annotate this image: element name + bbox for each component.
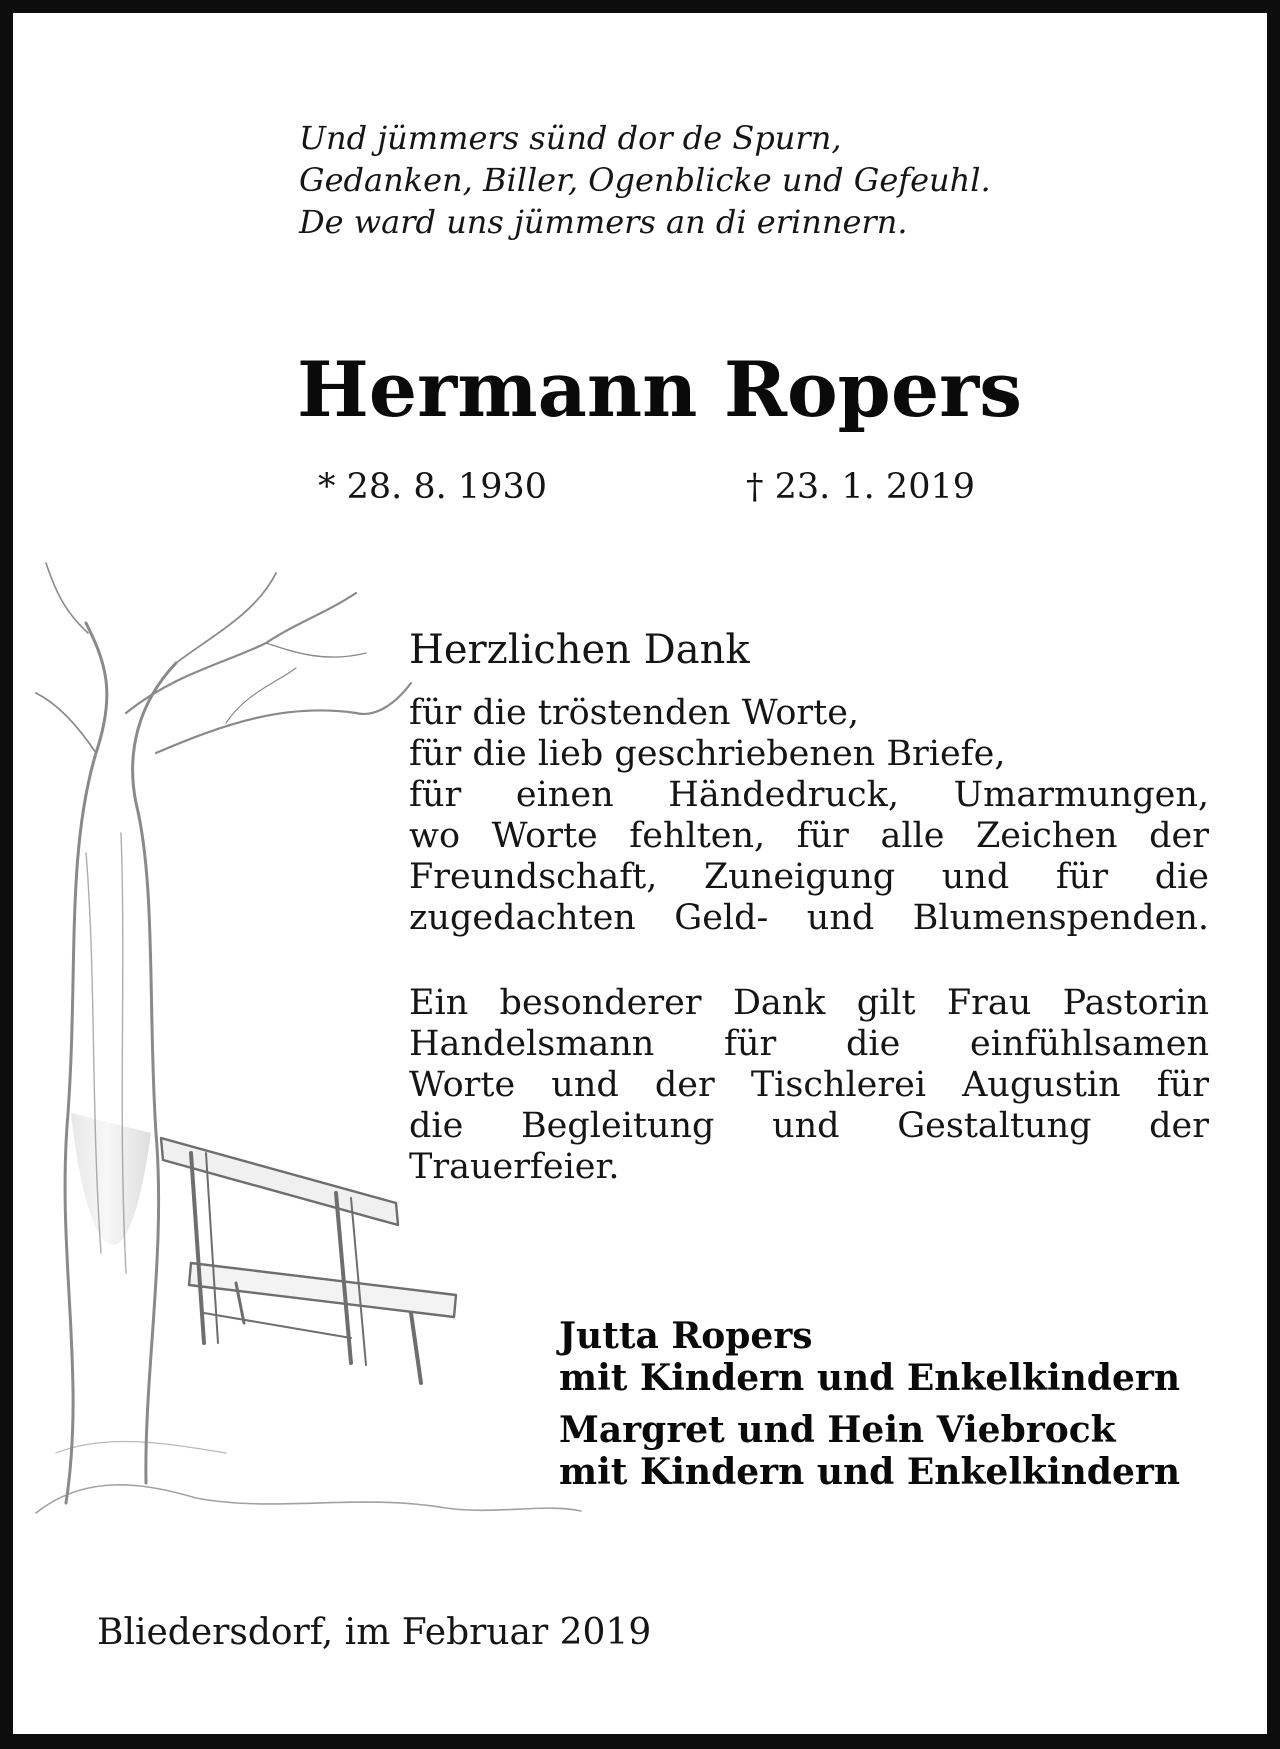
poem-line: Und jümmers sünd dor de Spurn,	[299, 119, 842, 157]
text-line: Trauerfeier.	[409, 1147, 620, 1187]
death-date: † 23. 1. 2019	[746, 467, 976, 507]
poem-line: Gedanken, Biller, Ogenblicke und Gefeuhl.	[299, 161, 991, 199]
text-line: die Begleitung und Gestaltung der	[409, 1106, 1209, 1146]
signers-block	[559, 1315, 1180, 1493]
text-line: für einen Händedruck, Umarmungen,	[409, 775, 1209, 815]
text-line: Ein besonderer Dank gilt Frau Pastorin	[409, 983, 1209, 1023]
poem-line: De ward uns jümmers an di erinnern.	[299, 203, 908, 241]
signer-family: mit Kindern und Enkelkindern	[559, 1451, 1181, 1493]
text-line: für die lieb geschriebenen Briefe,	[409, 734, 1006, 774]
thanks-heading: Herzlichen Dank	[409, 627, 750, 673]
place-and-date: Bliedersdorf, im Februar 2019	[97, 1612, 652, 1653]
signer-name: Jutta Ropers	[559, 1315, 813, 1357]
deceased-name: Hermann Ropers	[297, 345, 1023, 434]
thanks-paragraph	[409, 693, 1209, 939]
text-line: Handelsmann für die einfühlsamen	[409, 1024, 1209, 1064]
text-line: Worte und der Tischlerei Augustin für	[409, 1065, 1209, 1105]
special-thanks-paragraph	[409, 983, 1209, 1188]
text-line: zugedachten Geld- und Blumenspenden.	[409, 898, 1209, 938]
text-line: für die tröstenden Worte,	[409, 693, 860, 733]
signer-family: mit Kindern und Enkelkindern	[559, 1357, 1181, 1399]
poem-verse	[299, 117, 1199, 243]
signer-name: Margret und Hein Viebrock	[559, 1409, 1116, 1451]
text-line: Freundschaft, Zuneigung und für die	[409, 857, 1209, 897]
text-line: wo Worte fehlten, für alle Zeichen der	[409, 816, 1209, 856]
birth-date: * 28. 8. 1930	[318, 467, 548, 507]
